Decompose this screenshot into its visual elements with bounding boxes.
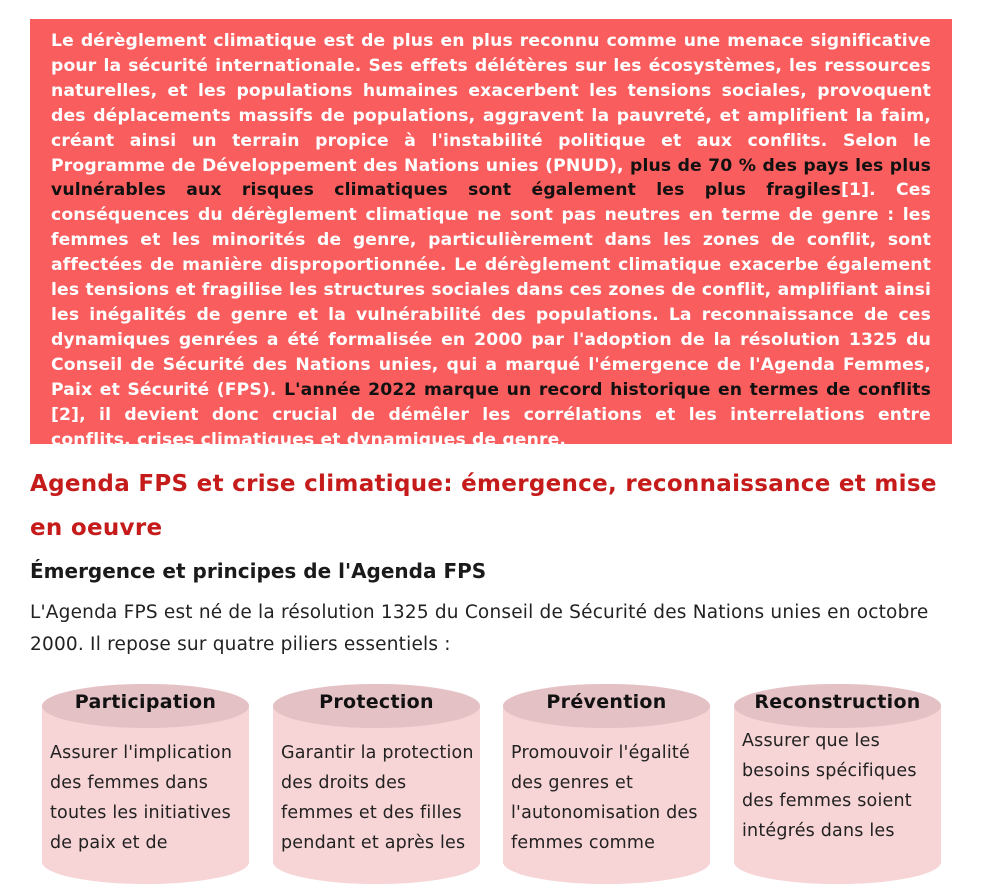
footnote-ref-2[interactable]: [2]	[51, 404, 80, 425]
agenda-intro-paragraph: L'Agenda FPS est né de la résolution 1325 du Conseil de Sécurité des Nations unies en octobre 2000. Il repose sur quatre piliers essentiels :	[30, 602, 929, 655]
footnote-ref-1[interactable]: [1]	[840, 180, 870, 201]
pillar-participation	[42, 684, 249, 884]
pillar-description: Promouvoir l'égalité des genres et l'autonomisation des femmes comme	[511, 743, 698, 853]
pillar-title: Protection	[319, 691, 434, 713]
pillar-title: Prévention	[546, 691, 667, 713]
pillar-protection	[273, 684, 480, 884]
intro-text-part3: , il devient donc crucial de démêler les corrélations et les interrelations entre conflits, crises climatiques et dynamiques de genre.	[51, 404, 931, 450]
pillar-title: Reconstruction	[754, 691, 921, 713]
intro-paragraph	[51, 29, 931, 452]
intro-highlight-record-conflicts: L'année 2022 marque un record historique en termes de conflits	[284, 379, 931, 400]
intro-callout	[30, 19, 952, 450]
intro-text-part2: . Ces conséquences du dérèglement climatique ne sont pas neutres en terme de genre : les femmes et les minorités de genre, particulièrement dans les zones de conflit, sont affectées de manière disproportionnée. Le dérèglement climatique exacerbe également les tensions et fragilise les structures sociales dans ces zones de conflit, amplifiant ainsi les inégalités de genre et la vulnérabilité des populations. La reconnaissance de ces dynamiques genrées a été formalisée en 2000 par l'adoption de la résolution 1325 du Conseil de Sécurité des Nations unies, qui a marqué l'émergence de l'Agenda Femmes, Paix et Sécurité (FPS).	[51, 180, 931, 400]
subsection-heading: Émergence et principes de l'Agenda FPS	[30, 559, 487, 583]
intro-highlight-vulnerable-countries: plus de 70 % des pays les plus vulnérables aux risques climatiques sont également les plus fragiles	[51, 155, 931, 201]
pillar-title: Participation	[74, 691, 217, 713]
pillar-description: Garantir la protection des droits des femmes et des filles pendant et après les	[281, 743, 474, 853]
pillar-reconstruction	[734, 684, 941, 884]
pillar-description: Assurer l'implication des femmes dans toutes les initiatives de paix et de	[50, 743, 233, 853]
pillar-prevention	[503, 684, 710, 884]
intro-text-part1: Le dérèglement climatique est de plus en plus reconnu comme une menace significative pour la sécurité internationale. Ses effets délétères sur les écosystèmes, les ressources naturelles, et les populations humaines exacerbent les tensions sociales, provoquent des déplacements massifs de populations, aggravent la pauvreté, et amplifient la faim, créant ainsi un terrain propice à l'instabilité politique et aux conflits. Selon le Programme de Développement des Nations unies (PNUD),	[51, 31, 931, 176]
section-heading: Agenda FPS et crise climatique: émergence, reconnaissance et mise en oeuvre	[30, 471, 937, 541]
pillar-description: Assurer que les besoins spécifiques des femmes soient intégrés dans les	[742, 731, 917, 841]
